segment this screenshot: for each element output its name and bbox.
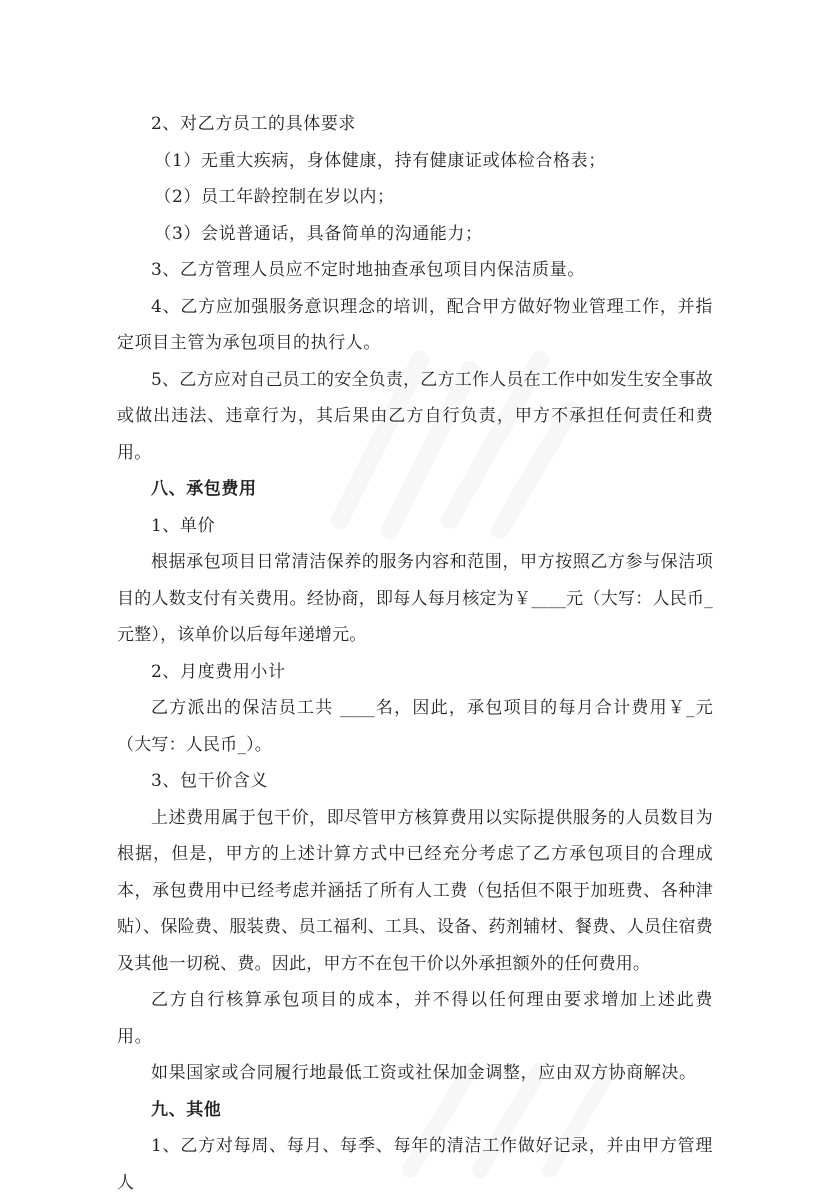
paragraph-monthly-subtotal: 乙方派出的保洁员工共 ____名，因此，承包项目的每月合计费用￥_元（大写：人民币_）。	[117, 698, 713, 755]
paragraph-unit-price: 根据承包项目日常清洁保养的服务内容和范围，甲方按照乙方参与保洁项目的人数支付有关费用。经协商，即每人每月核定为￥____元（大写：人民币_元整），该单价以后每年递增元。	[117, 552, 713, 645]
paragraph-wage-adjustment: 如果国家或合同履行地最低工资或社保加金调整，应由双方协商解决。	[151, 1063, 697, 1083]
paragraph-staff-requirements-heading: 2、对乙方员工的具体要求	[151, 114, 357, 134]
section-heading-other: 九、其他	[151, 1099, 222, 1120]
section-heading-fees: 八、承包费用	[151, 479, 257, 499]
subheading-unit-price: 1、单价	[151, 515, 216, 536]
document-body	[117, 106, 713, 1201]
paragraph-item-5: 5、乙方应对自己员工的安全负责，乙方工作人员在工作中如发生安全事故或做出违法、违章行为，其后果由乙方自行负责，甲方不承担任何责任和费用。	[117, 369, 713, 463]
paragraph-requirement-2: （2）员工年龄控制在岁以内；	[154, 187, 395, 207]
subheading-lump-sum: 3、包干价含义	[151, 771, 269, 791]
paragraph-item-3: 3、乙方管理人员应不定时地抽查承包项目内保洁质量。	[151, 260, 585, 280]
subheading-monthly-subtotal: 2、月度费用小计	[151, 661, 286, 682]
paragraph-cost-accounting: 乙方自行核算承包项目的成本，并不得以任何理由要求增加上述此费用。	[117, 990, 713, 1047]
paragraph-other-item-1: 1、乙方对每周、每月、每季、每年的清洁工作做好记录，并由甲方管理人	[117, 1136, 713, 1193]
paragraph-item-4: 4、乙方应加强服务意识理念的培训，配合甲方做好物业管理工作，并指定项目主管为承包项目的执行人。	[117, 296, 713, 353]
paragraph-lump-sum: 上述费用属于包干价，即尽管甲方核算费用以实际提供服务的人员数目为根据，但是，甲方的上述计算方式中已经充分考虑了乙方承包项目的合理成本，承包费用中已经考虑并涵括了所有人工费（包括但不限于加班费、各种津贴）、保险费、服装费、员工福利、工具、设备、药剂辅材、餐费、人员住宿费及其他一切税、费。因此，甲方不在包干价以外承担额外的任何费用。	[117, 807, 713, 974]
paragraph-requirement-3: （3）会说普通话，具备简单的沟通能力；	[154, 223, 483, 244]
paragraph-requirement-1: （1）无重大疾病，身体健康，持有健康证或体检合格表；	[154, 150, 606, 171]
